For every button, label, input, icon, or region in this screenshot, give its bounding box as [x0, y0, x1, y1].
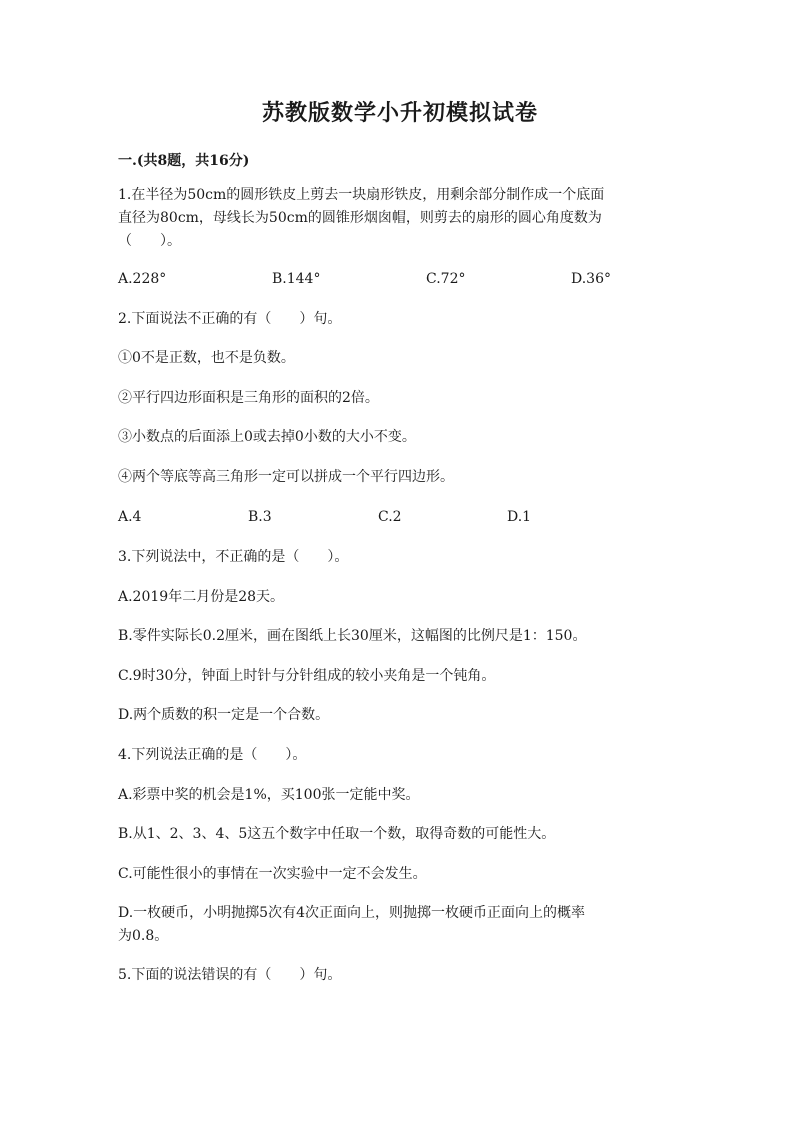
q1-option-a: A.228°: [118, 271, 167, 287]
q2-statement-4: ④两个等底等高三角形一定可以拼成一个平行四边形。: [118, 469, 454, 485]
q4-option-d-line-2: 为0.8。: [118, 928, 169, 944]
q4-option-c: C.可能性很小的事情在一次实验中一定不会发生。: [118, 866, 427, 882]
q2-option-c: C.2: [378, 509, 402, 525]
q5-stem: 5.下面的说法错误的有（ ）句。: [118, 967, 342, 983]
q2-stem: 2.下面说法不正确的有（ ）句。: [118, 311, 342, 327]
q3-option-b: B.零件实际长0.2厘米，画在图纸上长30厘米，这幅图的比例尺是1：150。: [118, 628, 587, 644]
q1-line-2: 直径为80cm，母线长为50cm的圆锥形烟囱帽，则剪去的扇形的圆心角度数为: [118, 210, 602, 226]
q3-option-d: D.两个质数的积一定是一个合数。: [118, 707, 330, 723]
q2-statement-1: ①0不是正数，也不是负数。: [118, 350, 295, 366]
q1-option-c: C.72°: [426, 271, 466, 287]
q4-stem: 4.下列说法正确的是（ ）。: [118, 747, 307, 763]
q2-statement-3: ③小数点的后面添上0或去掉0小数的大小不变。: [118, 429, 416, 445]
q1-line-3: （ ）。: [118, 233, 181, 249]
q3-option-a: A.2019年二月份是28天。: [118, 589, 285, 605]
q1-option-b: B.144°: [272, 271, 321, 287]
q2-option-a: A.4: [118, 509, 142, 525]
q2-option-b: B.3: [248, 509, 272, 525]
q1-line-1: 1.在半径为50cm的圆形铁皮上剪去一块扇形铁皮，用剩余部分制作成一个底面: [118, 187, 605, 203]
q4-option-b: B.从1、2、3、4、5这五个数字中任取一个数，取得奇数的可能性大。: [118, 826, 556, 842]
q2-statement-2: ②平行四边形面积是三角形的面积的2倍。: [118, 390, 379, 406]
q3-stem: 3.下列说法中，不正确的是（ ）。: [118, 549, 349, 565]
q4-option-a: A.彩票中奖的机会是1%，买100张一定能中奖。: [118, 787, 420, 803]
page-title: 苏教版数学小升初模拟试卷: [261, 100, 538, 126]
section-heading: 一.(共8题，共16分): [118, 153, 250, 169]
q2-option-d: D.1: [507, 509, 532, 525]
q3-option-c: C.9时30分，钟面上时针与分针组成的较小夹角是一个钝角。: [118, 668, 496, 684]
q1-option-d: D.36°: [571, 271, 611, 287]
q4-option-d-line-1: D.一枚硬币，小明抛掷5次有4次正面向上，则抛掷一枚硬币正面向上的概率: [118, 905, 585, 921]
